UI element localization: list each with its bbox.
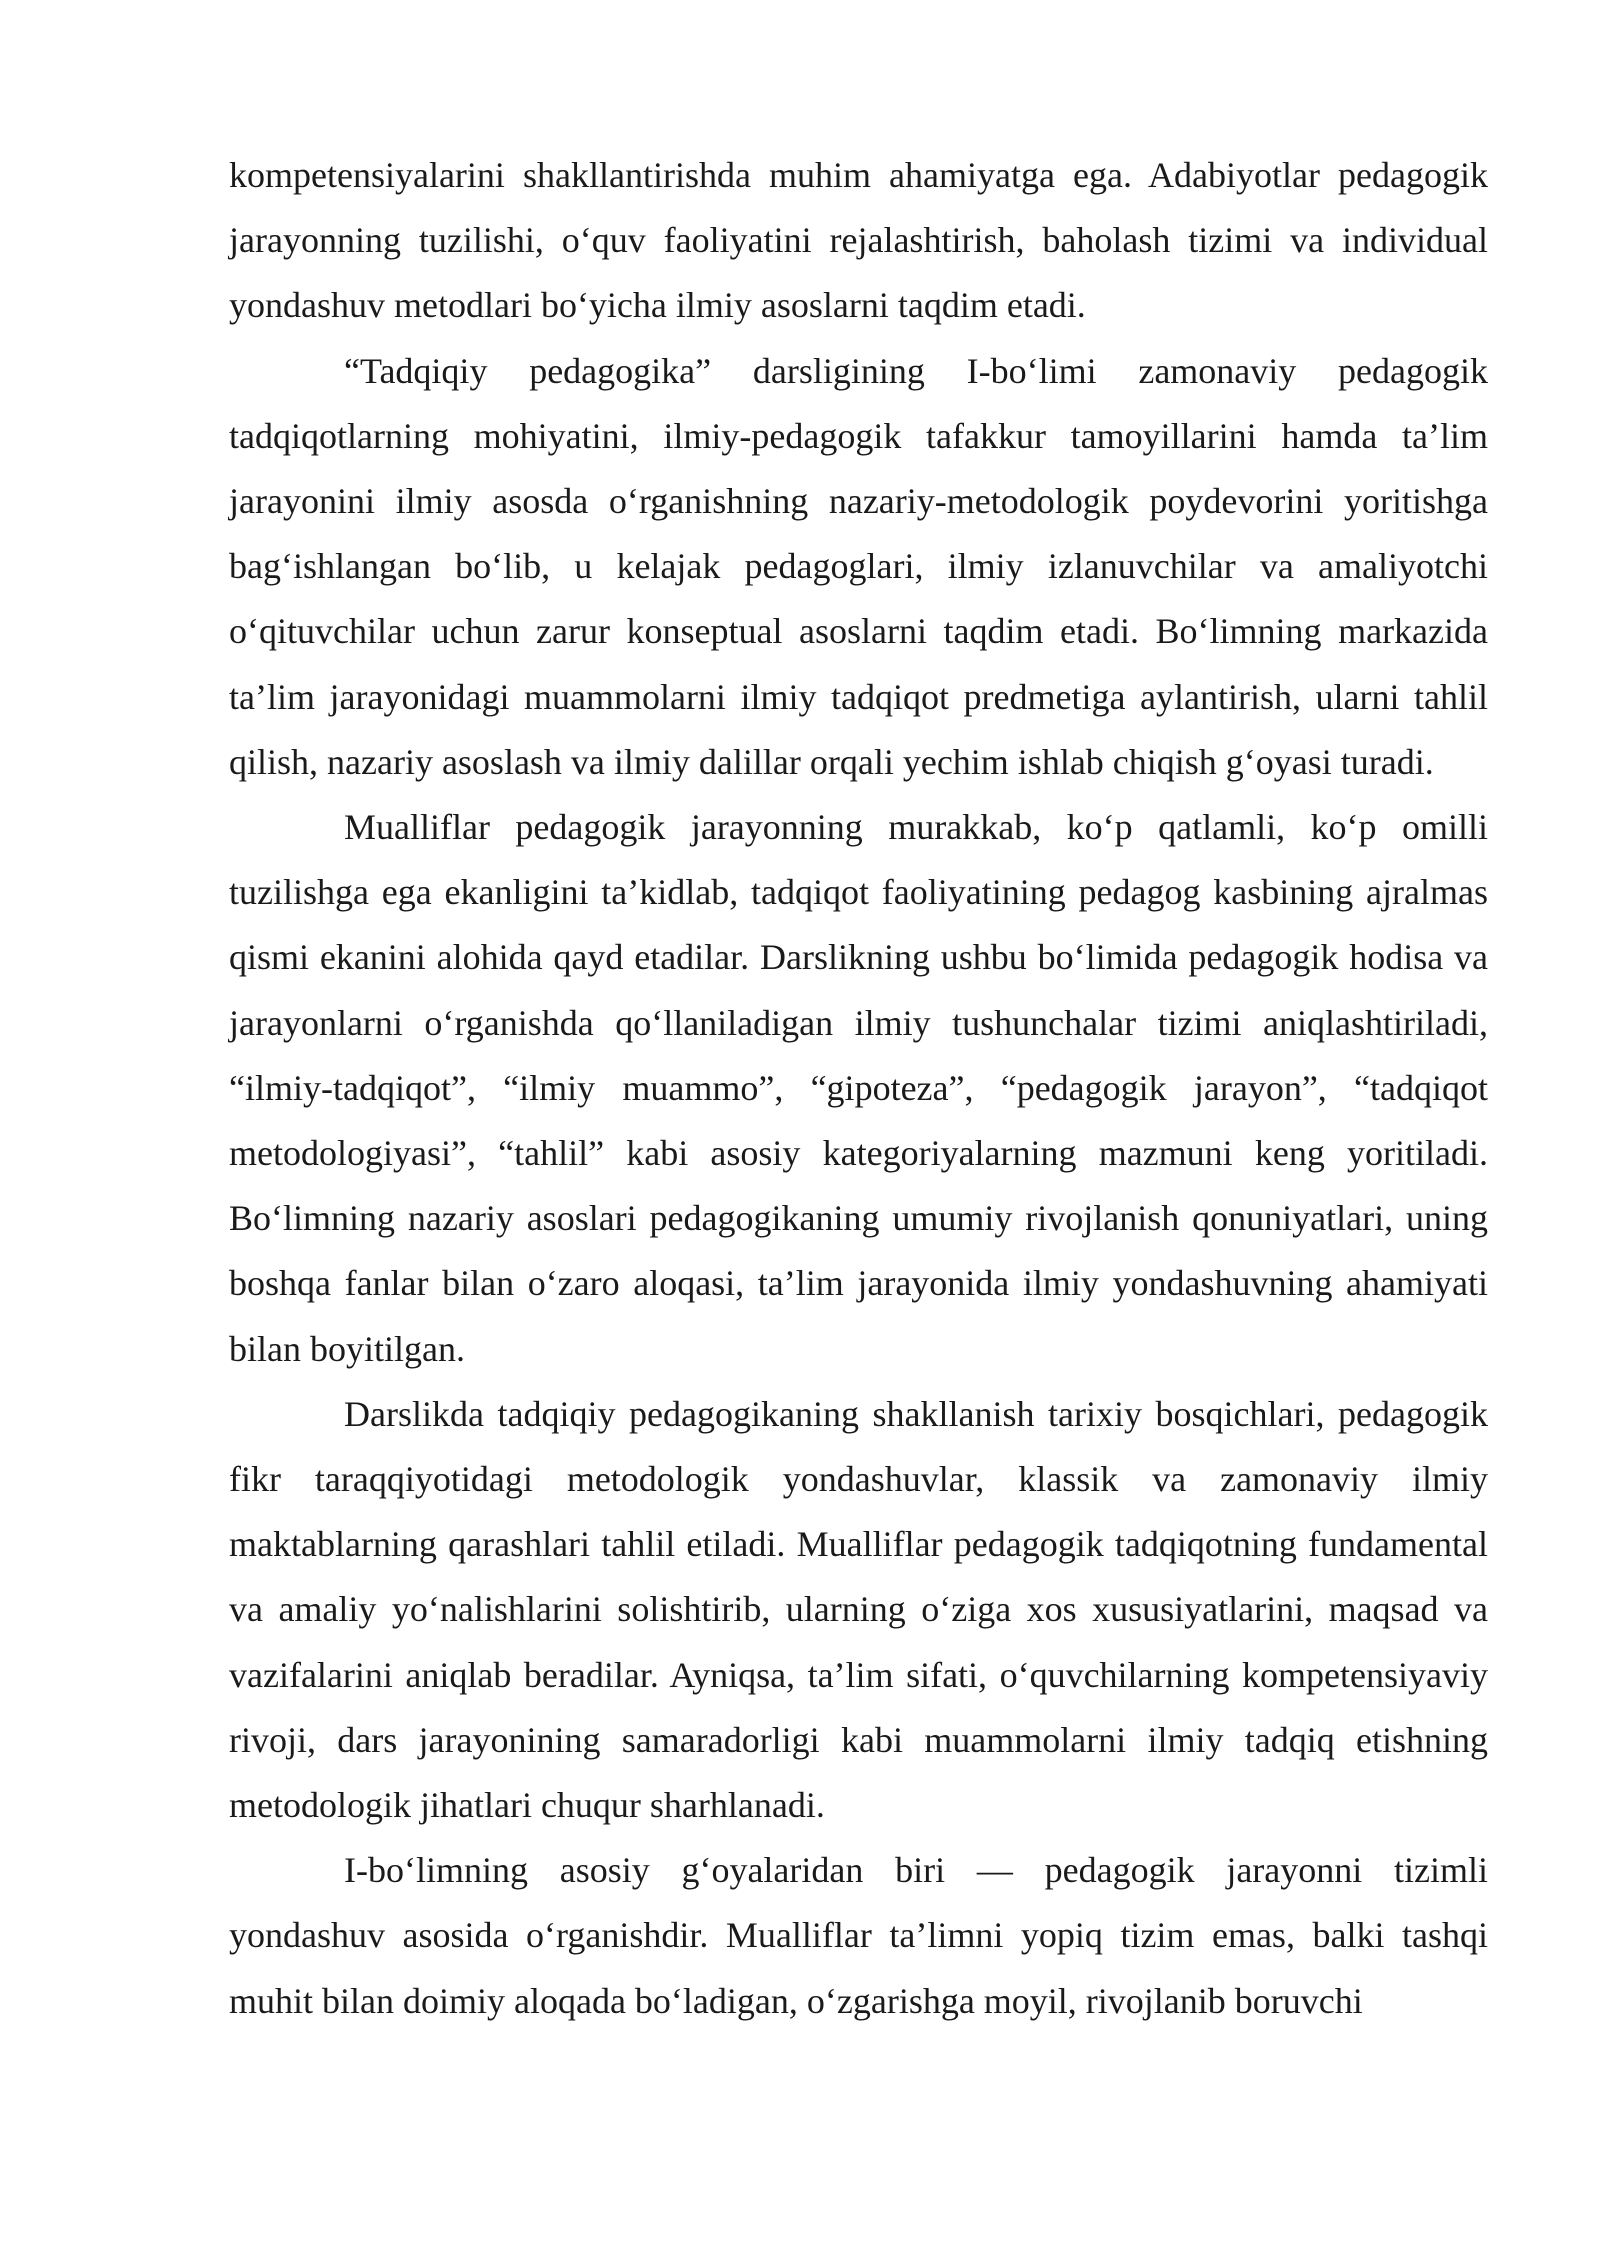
document-body (229, 143, 1488, 2034)
paragraph-historical-stages: Darslikda tadqiqiy pedagogikaning shakllanish tarixiy bosqichlari, pedagogik fikr taraqqiyotidagi metodologik yondashuvlar, klassik va zamonaviy ilmiy maktablarning qarashlari tahlil etiladi. Mualliflar pedagogik tadqiqotning fundamental va amaliy yo‘nalishlarini solishtirib, ularning o‘ziga xos xususiyatlarini, maqsad va vazifalarini aniqlab beradilar. Ayniqsa, ta’lim sifati, o‘quvchilarning kompetensiyaviy rivoji, dars jarayonining samaradorligi kabi muammolarni ilmiy tadqiq etishning metodologik jihatlari chuqur sharhlanadi. (229, 1393, 1488, 1826)
paragraph-systemic-approach: I-bo‘limning asosiy g‘oyalaridan biri — pedagogik jarayonni tizimli yondashuv asosida o‘rganishdir. Mualliflar ta’limni yopiq tizim emas, balki tashqi muhit bilan doimiy aloqada bo‘ladigan, o‘zgarishga moyil, rivojlanib boruvchi (229, 1850, 1488, 2021)
paragraph-section-overview: “Tadqiqiy pedagogika” darsligining I-bo‘limi zamonaviy pedagogik tadqiqotlarning mohiyatini, ilmiy-pedagogik tafakkur tamoyillarini hamda ta’lim jarayonini ilmiy asosda o‘rganishning nazariy-metodologik poydevorini yoritishga bag‘ishlangan bo‘lib, u kelajak pedagoglari, ilmiy izlanuvchilar va amaliyotchi o‘qituvchilar uchun zarur konseptual asoslarni taqdim etadi. Bo‘limning markazida ta’lim jarayonidagi muammolarni ilmiy tadqiqot predmetiga aylantirish, ularni tahlil qilish, nazariy asoslash va ilmiy dalillar orqali yechim ishlab chiqish g‘oyasi turadi. (229, 350, 1488, 782)
paragraph-continuation: kompetensiyalarini shakllantirishda muhim ahamiyatga ega. Adabiyotlar pedagogik jarayonning tuzilishi, o‘quv faoliyatini rejalashtirish, baholash tizimi va individual yondashuv metodlari bo‘yicha ilmiy asoslarni taqdim etadi. (229, 155, 1488, 326)
paragraph-authors-emphasis: Mualliflar pedagogik jarayonning murakkab, ko‘p qatlamli, ko‘p omilli tuzilishga ega ekanligini ta’kidlab, tadqiqot faoliyatining pedagog kasbining ajralmas qismi ekanini alohida qayd etadilar. Darslikning ushbu bo‘limida pedagogik hodisa va jarayonlarni o‘rganishda qo‘llaniladigan ilmiy tushunchalar tizimi aniqlashtiriladi, “ilmiy-tadqiqot”, “ilmiy muammo”, “gipoteza”, “pedagogik jarayon”, “tadqiqot metodologiyasi”, “tahlil” kabi asosiy kategoriyalarning mazmuni keng yoritiladi. Bo‘limning nazariy asoslari pedagogikaning umumiy rivojlanish qonuniyatlari, uning boshqa fanlar bilan o‘zaro aloqasi, ta’lim jarayonida ilmiy yondashuvning ahamiyati bilan boyitilgan. (229, 807, 1488, 1369)
